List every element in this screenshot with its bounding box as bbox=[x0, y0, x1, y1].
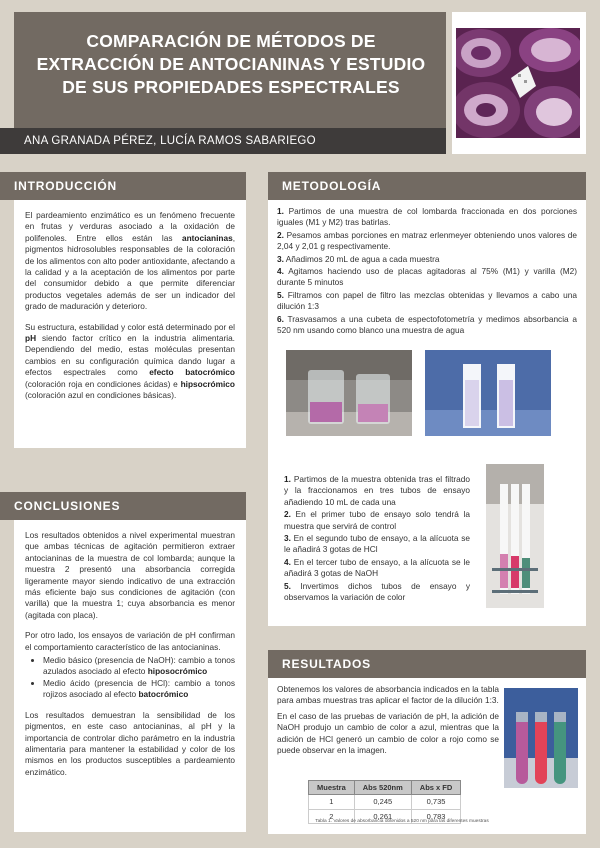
list-item: 5. Filtramos con papel de filtro las mezclas obtenidas y llevamos a cabo una dilución 1:3 bbox=[277, 289, 577, 312]
list-item: 2. En el primer tubo de ensayo solo tendrá la muestra que servirá de control bbox=[284, 509, 470, 531]
extraction-steps bbox=[277, 206, 577, 337]
list-item: 6. Trasvasamos a una cubeta de espectofotometría y medimos absorbancia a 520 nm usando como blanco una muestra de agua bbox=[277, 313, 577, 336]
list-item: 1. Partimos de una muestra de col lombarda fraccionada en dos porciones iguales (M1 y M2) tras batirlas. bbox=[277, 206, 577, 228]
test-tubes-rack-photo bbox=[486, 464, 544, 608]
list-item: 3. En el segundo tubo de ensayo, a la alícuota se le añadirá 3 gotas de HCl bbox=[284, 533, 470, 555]
title-line: COMPARACIÓN DE MÉTODOS DE bbox=[86, 31, 376, 51]
resultados-heading: RESULTADOS bbox=[268, 650, 586, 678]
conclusion-paragraph-3: Los resultados demuestran la sensibilidad de los pigmentos, en este caso antocianinas, al pH y la importancia de controlar dicho parámetro en la industria alimentaria para mantener la estabilidad y color de los mismos en los productos susceptibles a pardeamiento enzimático. bbox=[25, 709, 235, 777]
metodologia-body bbox=[268, 200, 586, 626]
poster-title bbox=[26, 30, 436, 99]
conclusiones-heading: CONCLUSIONES bbox=[0, 492, 246, 520]
red-cabbage-photo bbox=[456, 28, 580, 138]
results-paragraph-1: Obtenemos los valores de absorbancia indicados en la tabla para ambas muestras tras aplicar el factor de la dilución 1:3. bbox=[277, 684, 499, 706]
ph-tubes-photo bbox=[504, 688, 578, 788]
introduccion-body bbox=[14, 200, 246, 448]
conclusiones-body bbox=[14, 520, 246, 832]
introduccion-heading: INTRODUCCIÓN bbox=[0, 172, 246, 200]
conclusion-paragraph-1: Los resultados obtenidos a nivel experimental muestran que ambas técnicas de agitación permitieron extraer antocianinas de la muestra de col lombarda; aunque la muestra 2 presentó una absorbancia corregida ligeramente mayor siendo indicativo de una extracción más eficiente bajo sus condiciones de agitación (con varilla) que la muestra 1; cuya absorbancia es menor (agitada con placa). bbox=[25, 530, 235, 620]
list-item: 2. Pesamos ambas porciones en matraz erlenmeyer obteniendo unos valores de 2,04 y 2,01 g respectivamente. bbox=[277, 229, 577, 252]
table-row: 1 0,245 0,735 bbox=[309, 795, 461, 809]
list-item: • Medio ácido (presencia de HCl): cambio a tonos rojizos asociado al efecto batocrómico bbox=[43, 678, 235, 701]
title-line: EXTRACCIÓN DE ANTOCIANINAS Y ESTUDIO bbox=[36, 54, 426, 74]
intro-paragraph-2: Su estructura, estabilidad y color está determinado por el pH siendo factor crítico en la industria alimentaria. Dependiendo del medio, estas moléculas presentan cambios en su configuración química dando lugar a efectos espectrales como efecto batocrómico (coloración roja en condiciones ácidas) e hipsocrómico (coloración azul en condiciones básicas). bbox=[25, 321, 235, 401]
cuvettes-photo bbox=[425, 350, 551, 436]
beakers-photo bbox=[286, 350, 412, 436]
list-item: 4. En el tercer tubo de ensayo, a la alícuota se le añadirá 3 gotas de NaOH bbox=[284, 556, 470, 579]
table-row: 2 0,261 0,783 bbox=[309, 809, 461, 823]
metodologia-heading: METODOLOGÍA bbox=[268, 172, 586, 200]
authors-bar: ANA GRANADA PÉREZ, LUCÍA RAMOS SABARIEGO bbox=[0, 128, 446, 154]
table-header-cell: Abs 520nm bbox=[354, 781, 411, 795]
conclusion-paragraph-2: Por otro lado, los ensayos de variación de pH confirman el comportamiento característico de las antocianinas. bbox=[25, 630, 235, 652]
ph-steps bbox=[284, 474, 470, 604]
title-line: DE SUS PROPIEDADES ESPECTRALES bbox=[62, 77, 400, 97]
table-caption: Tabla 1. Valores de absorbancia obtenidos a 520 nm para las diferentes muestras bbox=[315, 819, 489, 824]
intro-paragraph-1: El pardeamiento enzimático es un fenómeno frecuente en frutas y verduras asociado a la oxidación de polifenoles. Entre ellos están las antocianinas, pigmentos hidrosolubles responsables de la coloración de los alimentos con alto poder antioxidante, afectando a la calidad y a la aceptación de los alimentos por parte del consumidor debido a que permite diferenciar productos vegetales además de ser un indicador del grado de maduración y deterioro. bbox=[25, 210, 235, 312]
resultados-text bbox=[277, 684, 499, 756]
list-item: 3. Añadimos 20 mL de agua a cada muestra bbox=[277, 253, 440, 264]
results-paragraph-2: En el caso de las pruebas de variación de pH, la adición de NaOH produjo un cambio de color a azul, mientras que la adición de HCl generó un cambio de color a rojo como se puede observar en la imagen. bbox=[277, 710, 499, 756]
list-item: 1. Partimos de la muestra obtenida tras el filtrado y la fraccionamos en tres tubos de ensayo añadiendo 10 mL de cada una bbox=[284, 474, 470, 507]
resultados-body bbox=[268, 678, 586, 834]
list-item: • Medio básico (presencia de NaOH): cambio a tonos azulados asociado al efecto hiposocrómico bbox=[43, 655, 235, 678]
table-header-cell: Abs x FD bbox=[411, 781, 461, 795]
list-item: 5. Invertimos dichos tubos de ensayo y observamos la variación de color bbox=[284, 580, 470, 603]
conclusion-bullets bbox=[25, 655, 235, 701]
table-header-cell: Muestra bbox=[309, 781, 355, 795]
table-header-row bbox=[309, 781, 461, 795]
list-item: 4. Agitamos haciendo uso de placas agitadoras al 75% (M1) y varilla (M2) durante 5 minutos bbox=[277, 266, 577, 288]
